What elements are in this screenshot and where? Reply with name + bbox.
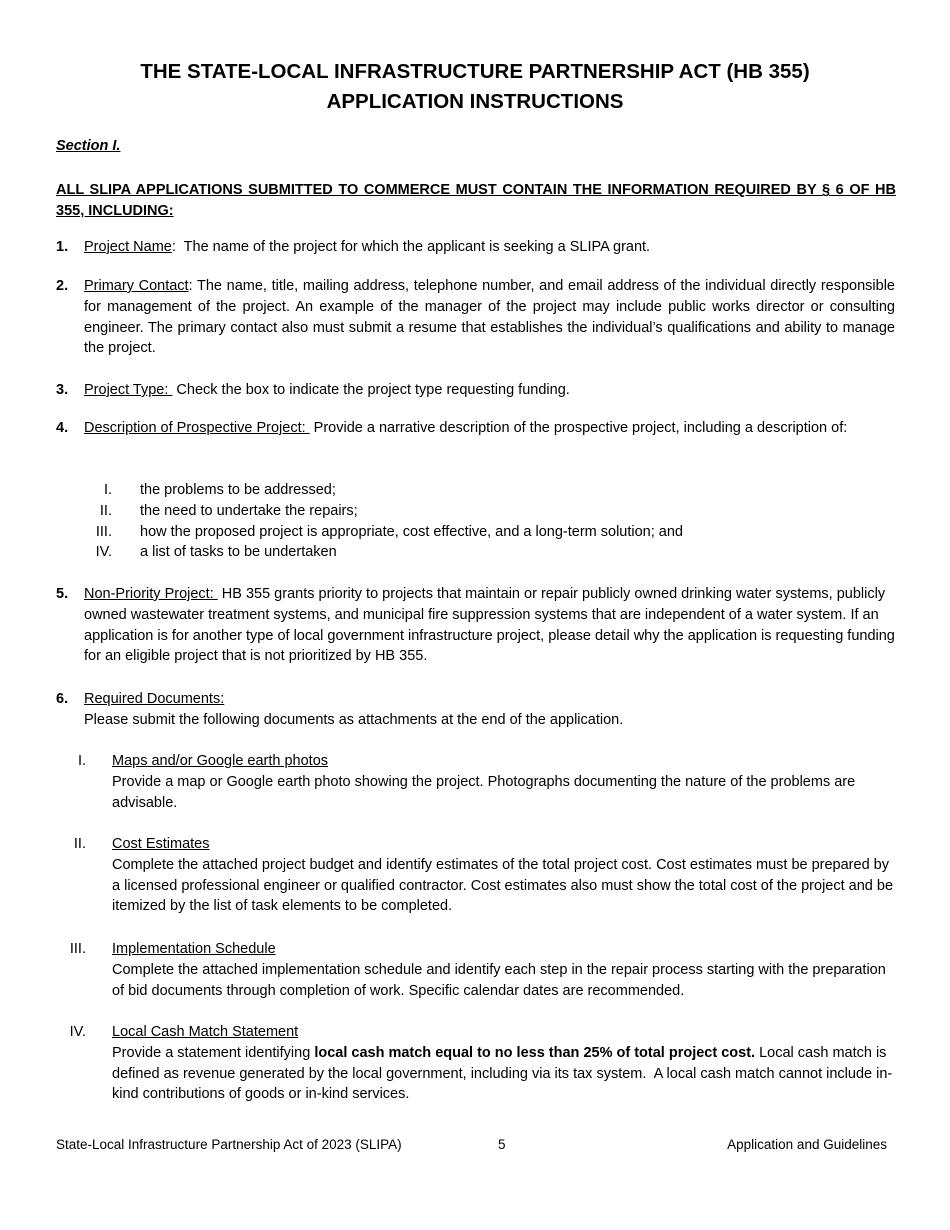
- item-required-documents: [84, 689, 895, 731]
- item-number: 3.: [56, 382, 69, 398]
- item-number: 6.: [56, 691, 69, 707]
- item-heading-sep: :: [171, 239, 176, 255]
- doc-body: Complete the attached implementation schedule and identify each step in the repair process starting with the preparation of bid documents through completion of work. Specific calendar dates are recommended.: [112, 961, 886, 999]
- item-body: The name, title, mailing address, telephone number, and email address of the individual directly responsible for management of the project. An example of the manager of the project may include public works director or consulting engineer. The primary contact also must submit a resume that establishes the individual’s qualifications and ability to manage the project.: [84, 278, 895, 357]
- item-heading-sep: :: [188, 278, 193, 294]
- section-label: Section I.: [56, 138, 121, 154]
- doc-numeral: IV.: [69, 1024, 86, 1040]
- item-heading: Non-Priority Project:: [84, 586, 218, 602]
- item-body: The name of the project for which the applicant is seeking a SLIPA grant.: [175, 239, 651, 255]
- item-non-priority: [84, 584, 899, 667]
- doc-numeral: III.: [69, 941, 86, 957]
- doc-heading: Implementation Schedule: [112, 941, 276, 957]
- item-description: [84, 418, 895, 439]
- list-item: a list of tasks to be undertaken: [140, 544, 337, 560]
- list-item: the problems to be addressed;: [140, 482, 336, 498]
- list-item: how the proposed project is appropriate, cost effective, and a long-term solution; and: [140, 524, 683, 540]
- item-heading: Project Name: [84, 239, 172, 255]
- footer-page-number: 5: [498, 1137, 506, 1152]
- item-number: 2.: [56, 278, 69, 294]
- list-numeral: II.: [99, 503, 112, 519]
- doc-body: Provide a map or Google earth photo showing the project. Photographs documenting the nature of the problems are advisable.: [112, 773, 856, 811]
- list-item: the need to undertake the repairs;: [140, 503, 358, 519]
- doc-body: [112, 1043, 897, 1105]
- doc-body-pre: Provide a statement identifying: [112, 1044, 315, 1061]
- doc-local-cash-match: [112, 1022, 897, 1105]
- doc-numeral: II.: [73, 836, 86, 852]
- footer-left-text: State-Local Infrastructure Partnership Act of 2023 (SLIPA): [56, 1137, 402, 1152]
- list-numeral: III.: [95, 524, 112, 540]
- item-number: 5.: [56, 586, 69, 602]
- item-body: Please submit the following documents as attachments at the end of the application.: [84, 711, 624, 728]
- doc-numeral: I.: [77, 753, 86, 769]
- item-heading: Primary Contact: [84, 278, 189, 294]
- doc-heading: Maps and/or Google earth photos: [112, 753, 329, 769]
- footer-right-text: Application and Guidelines: [727, 1137, 887, 1152]
- item-heading: Description of Prospective Project:: [84, 420, 310, 436]
- doc-body: Complete the attached project budget and identify estimates of the total project cost. Cost estimates must be prepared by a licensed professional engineer or qualified contractor. Cost estimates also must show the total cost of the project and be itemized by the list of task elements to be completed.: [112, 856, 894, 915]
- document-title-line2: APPLICATION INSTRUCTIONS: [326, 90, 624, 113]
- item-number: 1.: [56, 239, 69, 255]
- item-body: Provide a narrative description of the prospective project, including a description of:: [309, 420, 848, 436]
- doc-body-post: Local cash match is defined as revenue generated by the local government, including via its tax system. A local cash match cannot include in-kind contributions of goods or in-kind services.: [112, 1044, 893, 1103]
- item-project-name: [84, 237, 895, 258]
- document-title-line1: THE STATE-LOCAL INFRASTRUCTURE PARTNERSHIP ACT (HB 355): [140, 60, 810, 83]
- item-number: 4.: [56, 420, 69, 436]
- list-numeral: I.: [103, 482, 112, 498]
- doc-cost-estimates: [112, 834, 897, 917]
- item-project-type: [84, 380, 895, 401]
- doc-body-bold: local cash match equal to no less than 25% of total project cost.: [314, 1044, 756, 1061]
- doc-implementation-schedule: [112, 939, 897, 1001]
- list-numeral: IV.: [95, 544, 112, 560]
- doc-heading: Local Cash Match Statement: [112, 1024, 299, 1040]
- item-heading: Required Documents:: [84, 691, 225, 707]
- doc-heading: Cost Estimates: [112, 836, 210, 852]
- item-body: Check the box to indicate the project type requesting funding.: [172, 382, 570, 398]
- doc-maps: [112, 751, 897, 813]
- item-primary-contact: [84, 276, 895, 359]
- item-heading: Project Type:: [84, 382, 173, 398]
- item-body: HB 355 grants priority to projects that maintain or repair publicly owned drinking water systems, publicly owned wastewater treatment systems, and municipal fire suppression systems that are independent of a water system. If an application is for another type of local government infrastructure project, please detail why the application is requesting funding for an eligible project that is not prioritized by HB 355.: [84, 586, 899, 665]
- lead-requirement-text: ALL SLIPA APPLICATIONS SUBMITTED TO COMMERCE MUST CONTAIN THE INFORMATION REQUIRED BY § 6 OF HB 355, INCLUDING:: [56, 182, 896, 219]
